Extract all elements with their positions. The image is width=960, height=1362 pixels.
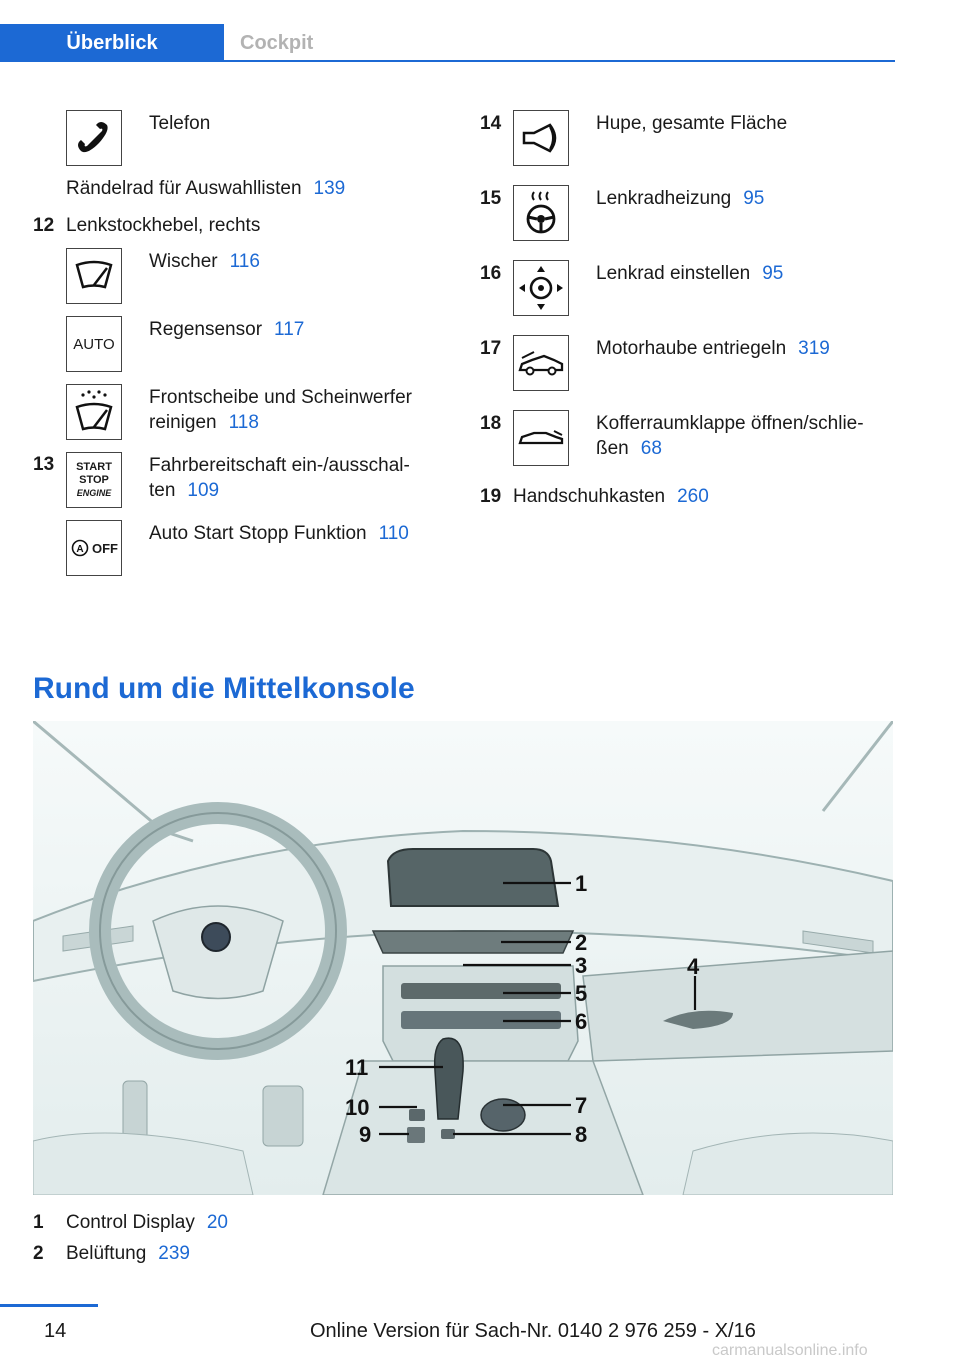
callout-9: 9 bbox=[359, 1122, 372, 1147]
page-link-260[interactable]: 260 bbox=[677, 486, 709, 507]
page-link-68[interactable]: 68 bbox=[640, 438, 662, 459]
callout-8: 8 bbox=[575, 1122, 588, 1147]
console-drawing bbox=[33, 721, 893, 1195]
list-item-12 bbox=[33, 213, 453, 238]
label-raendelrad: Rändelrad für Auswahllisten bbox=[66, 178, 302, 199]
label-auto-start-stopp: Auto Start Stopp Funktion bbox=[149, 523, 367, 544]
list-item-telefon bbox=[33, 98, 453, 166]
tab-cockpit[interactable]: Cockpit bbox=[240, 32, 314, 54]
auto-start-stop-off-icon bbox=[66, 520, 122, 576]
page-number: 14 bbox=[44, 1320, 67, 1342]
section-title: Rund um die Mittelkonsole bbox=[33, 672, 415, 705]
callout-3: 3 bbox=[575, 953, 588, 978]
label-lenkstockhebel: Lenkstockhebel, rechts bbox=[66, 215, 261, 236]
legend-item-2 bbox=[33, 1238, 228, 1269]
center-console-illustration bbox=[33, 721, 893, 1195]
label-frontscheibe-2: reinigen bbox=[149, 412, 217, 433]
item-number-13: 13 bbox=[33, 454, 55, 475]
callout-10: 10 bbox=[345, 1095, 370, 1120]
list-item-15 bbox=[480, 173, 900, 241]
page-link-20[interactable]: 20 bbox=[206, 1212, 228, 1233]
legend-number-2: 2 bbox=[33, 1243, 44, 1264]
list-item-wischer bbox=[33, 236, 453, 304]
list-item-19 bbox=[480, 484, 900, 509]
off-text: OFF bbox=[92, 540, 118, 556]
phone-icon bbox=[66, 110, 122, 166]
list-item-frontscheibe bbox=[33, 372, 453, 440]
footer-text: Online Version für Sach-Nr. 0140 2 976 259 - X/16 bbox=[310, 1320, 756, 1342]
left-column bbox=[33, 98, 453, 576]
label-lenkradheizung: Lenkradheizung bbox=[596, 188, 732, 209]
item-number-12: 12 bbox=[33, 215, 55, 236]
page-link-117[interactable]: 117 bbox=[274, 319, 305, 340]
label-telefon: Telefon bbox=[149, 113, 211, 134]
list-item-16 bbox=[480, 248, 900, 316]
label-lenkrad-einstellen: Lenkrad einstellen bbox=[596, 263, 751, 284]
page-link-110[interactable]: 110 bbox=[378, 523, 409, 544]
item-number-18: 18 bbox=[480, 413, 502, 434]
steering-heat-icon bbox=[513, 185, 569, 241]
list-item-14 bbox=[480, 98, 900, 166]
list-item-13 bbox=[33, 440, 453, 508]
hood-release-icon bbox=[513, 335, 569, 391]
list-item-18 bbox=[480, 398, 900, 466]
footer-accent-line bbox=[0, 1304, 98, 1307]
watermark: carmanualsonline.info bbox=[712, 1342, 868, 1359]
tab-bar bbox=[0, 24, 895, 62]
stop-text: STOP bbox=[79, 473, 109, 486]
label-fahrbereitschaft-2: ten bbox=[149, 480, 176, 501]
page-link-109[interactable]: 109 bbox=[187, 480, 220, 501]
label-frontscheibe-1: Frontscheibe und Scheinwerfer bbox=[149, 387, 412, 408]
label-handschuhkasten: Handschuhkasten bbox=[513, 486, 666, 507]
auto-icon bbox=[66, 316, 122, 372]
page-link-116[interactable]: 116 bbox=[229, 251, 260, 272]
figure-legend bbox=[33, 1207, 228, 1269]
page-link-95a[interactable]: 95 bbox=[743, 188, 765, 209]
label-kofferraum-1: Kofferraumklappe öffnen/schlie- bbox=[596, 413, 864, 434]
list-item-auto-start-stopp bbox=[33, 508, 453, 576]
page-link-239[interactable]: 239 bbox=[158, 1243, 190, 1264]
wiper-icon bbox=[66, 248, 122, 304]
page-link-118[interactable]: 118 bbox=[228, 412, 259, 433]
item-number-15: 15 bbox=[480, 188, 502, 209]
auto-icon-text: AUTO bbox=[73, 335, 115, 353]
steering-adjust-icon bbox=[513, 260, 569, 316]
legend-item-1 bbox=[33, 1207, 228, 1238]
callout-2: 2 bbox=[575, 930, 588, 955]
callout-1: 1 bbox=[575, 871, 588, 896]
callout-4: 4 bbox=[687, 954, 700, 979]
label-motorhaube: Motorhaube entriegeln bbox=[596, 338, 787, 359]
start-text: START bbox=[76, 460, 112, 473]
item-number-17: 17 bbox=[480, 338, 502, 359]
trunk-icon bbox=[513, 410, 569, 466]
right-column bbox=[480, 98, 900, 509]
washer-icon bbox=[66, 384, 122, 440]
list-item-17 bbox=[480, 323, 900, 391]
callout-6: 6 bbox=[575, 1009, 588, 1034]
callout-5: 5 bbox=[575, 981, 588, 1006]
item-number-19: 19 bbox=[480, 486, 502, 507]
item-number-14: 14 bbox=[480, 113, 502, 134]
page-link-139[interactable]: 139 bbox=[313, 178, 346, 199]
page-link-95b[interactable]: 95 bbox=[762, 263, 784, 284]
page-link-319[interactable]: 319 bbox=[798, 338, 830, 359]
item-number-16: 16 bbox=[480, 263, 502, 284]
horn-icon bbox=[513, 110, 569, 166]
callout-11: 11 bbox=[345, 1055, 369, 1080]
list-item-regensensor bbox=[33, 304, 453, 372]
label-wischer: Wischer bbox=[149, 251, 218, 272]
label-fahrbereitschaft-1: Fahrbereitschaft ein-/ausschal- bbox=[149, 455, 410, 476]
legend-label-1: Control Display bbox=[66, 1212, 195, 1233]
engine-text: ENGINE bbox=[76, 487, 112, 498]
tab-ueberblick[interactable]: Überblick bbox=[0, 24, 224, 62]
label-hupe: Hupe, gesamte Fläche bbox=[596, 113, 788, 134]
label-regensensor: Regensensor bbox=[149, 319, 263, 340]
start-stop-engine-icon bbox=[66, 452, 122, 508]
legend-label-2: Belüftung bbox=[66, 1243, 147, 1264]
legend-number-1: 1 bbox=[33, 1212, 44, 1233]
label-kofferraum-2: ßen bbox=[596, 438, 629, 459]
callout-7: 7 bbox=[575, 1093, 588, 1118]
svg-text:A: A bbox=[76, 544, 84, 555]
list-item-raendelrad bbox=[33, 176, 453, 201]
